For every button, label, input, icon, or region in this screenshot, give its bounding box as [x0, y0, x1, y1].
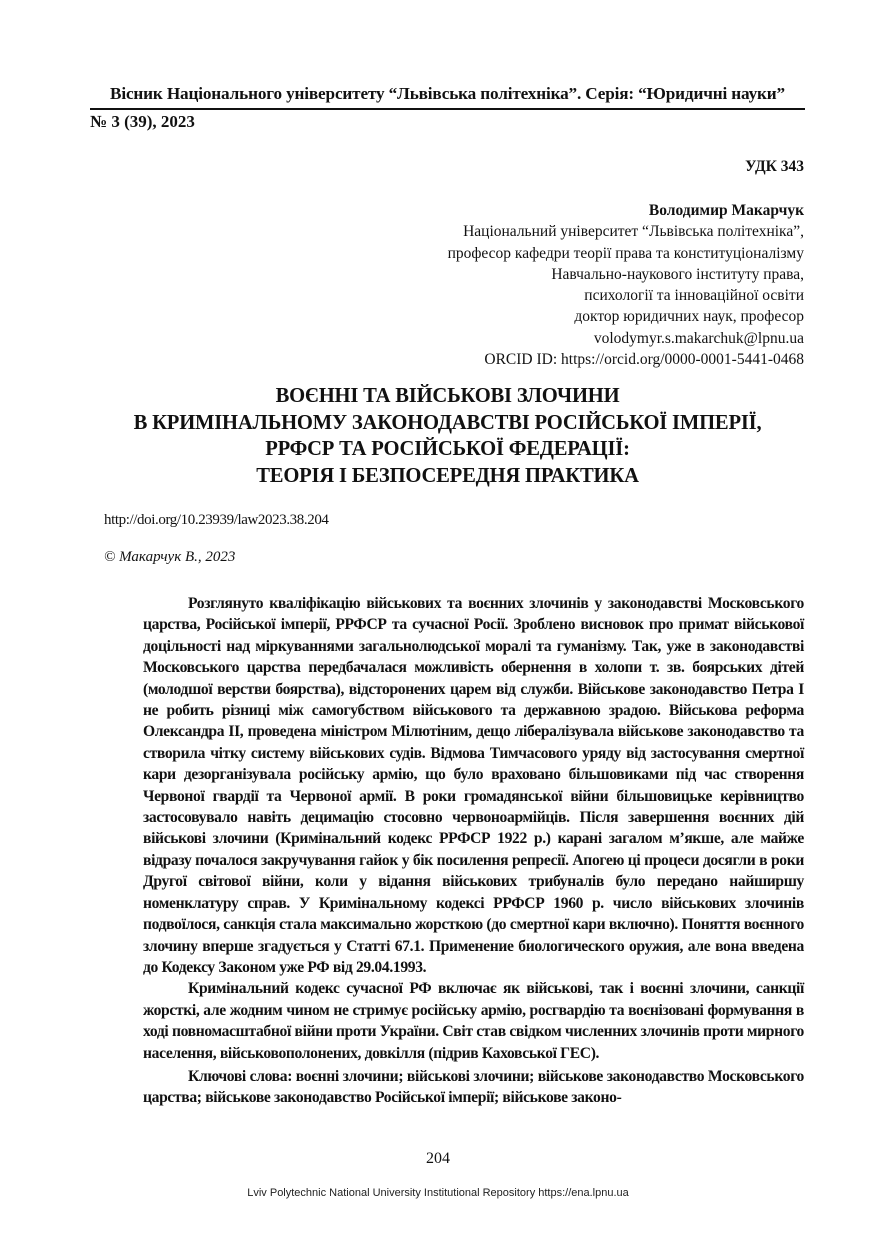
author-affiliation-line: професор кафедри теорії права та конституціоналізму: [447, 244, 804, 262]
author-orcid[interactable]: ORCID ID: https://orcid.org/0000-0001-5441-0468: [484, 351, 804, 369]
repository-footer: Lviv Polytechnic National University Institutional Repository https://ena.lpnu.ua: [247, 1187, 629, 1199]
author-degree: доктор юридичних наук, професор: [574, 308, 804, 326]
keywords: Ключові слова: воєнні злочини; військові злочини; військове законодавство Московського царства; військове законодавство Російської імперії; військове законо-: [143, 1067, 804, 1107]
article-title: [90, 383, 805, 489]
author-block: [448, 200, 804, 370]
udc-code: УДК 343: [745, 158, 804, 175]
author-affiliation-line: Національний університет “Львівська політехніка”,: [463, 223, 804, 241]
copyright-notice: © Макарчук В., 2023: [104, 549, 236, 565]
header-rule: [90, 108, 805, 110]
article-title-line: ВОЄННІ ТА ВІЙСЬКОВІ ЗЛОЧИНИ: [275, 385, 620, 407]
issue-number: № 3 (39), 2023: [90, 112, 195, 131]
abstract-paragraph: Кримінальний кодекс сучасної РФ включає як військові, так і воєнні злочини, санкції жорсткі, але жодним чином не стримує російську армію, росгвардію та воєнізовані формування в ході повномасштабної війни проти України. Світ став свідком численних злочинів проти мирного населення, військовополонених, довкілля (підрив Каховської ГЕС).: [143, 980, 804, 1062]
abstract: [143, 593, 804, 1109]
article-title-line: РРФСР ТА РОСІЙСЬКОЇ ФЕДЕРАЦІЇ:: [265, 438, 630, 460]
article-title-line: ТЕОРІЯ І БЕЗПОСЕРЕДНЯ ПРАКТИКА: [256, 464, 639, 487]
doi-link[interactable]: http://doi.org/10.23939/law2023.38.204: [104, 512, 329, 528]
author-affiliation-line: Навчально-наукового інституту права,: [551, 265, 804, 283]
author-affiliation-line: психології та інноваційної освіти: [584, 287, 804, 305]
page-number: 204: [426, 1150, 450, 1167]
article-title-line: В КРИМІНАЛЬНОМУ ЗАКОНОДАВСТВІ РОСІЙСЬКОЇ ІМПЕРІЇ,: [133, 411, 762, 434]
author-email[interactable]: volodymyr.s.makarchuk@lpnu.ua: [593, 329, 804, 347]
abstract-paragraph: Розглянуто кваліфікацію військових та воєнних злочинів у законодавстві Московського царства, Російської імперії, РРФСР та сучасної Росії. Зроблено висновок про примат військової доцільності над міркуваннями загальнолюдської моралі та гуманізму. Так, уже в законодавстві Московського царства передбачалася можливість обернення в холопи т. зв. боярських дітей (молодшої верстви боярства), відсторонених царем від служби. Військове законодавство Петра І не робить різниці між самогубством військового та державною зрадою. Військова реформа Олександра ІІ, проведена міністром Мілютіним, дещо лібералізувала військове законодавство та створила чітку систему військових судів. Відмова Тимчасового уряду від застосування смертної кари дезорганізувала російську армію, що було враховано більшовиками під час створення Червоної гвардії та Червоної армії. В роки громадянської війни більшовицьке керівництво застосовувало навіть децимацію стосовно червоноармійців. Після завершення воєнних дій військові злочини (Кримінальний кодекс РРФСР 1922 р.) карані загалом м’якше, але майже відразу почалося закручування гайок у бік посилення репресії. Апогею ці процеси досягли в роки Другої світової війни, коли у відання військових трибуналів було передано найширшу номенклатуру справ. У Кримінальному кодексі РРФСР 1960 р. число військових злочинів подвоїлося, санкція стала максимально жорсткою (до смертної кари включно). Поняття воєнного злочину вперше згадується у Статті 67.1. Применение биологического оружия, але вона введена до Кодексу Законом уже РФ від 29.04.1993.: [143, 595, 804, 976]
journal-title: Вісник Національного університету “Львівська політехніка”. Серія: “Юридичні науки”: [110, 84, 785, 103]
author-name: Володимир Макарчук: [648, 202, 804, 219]
